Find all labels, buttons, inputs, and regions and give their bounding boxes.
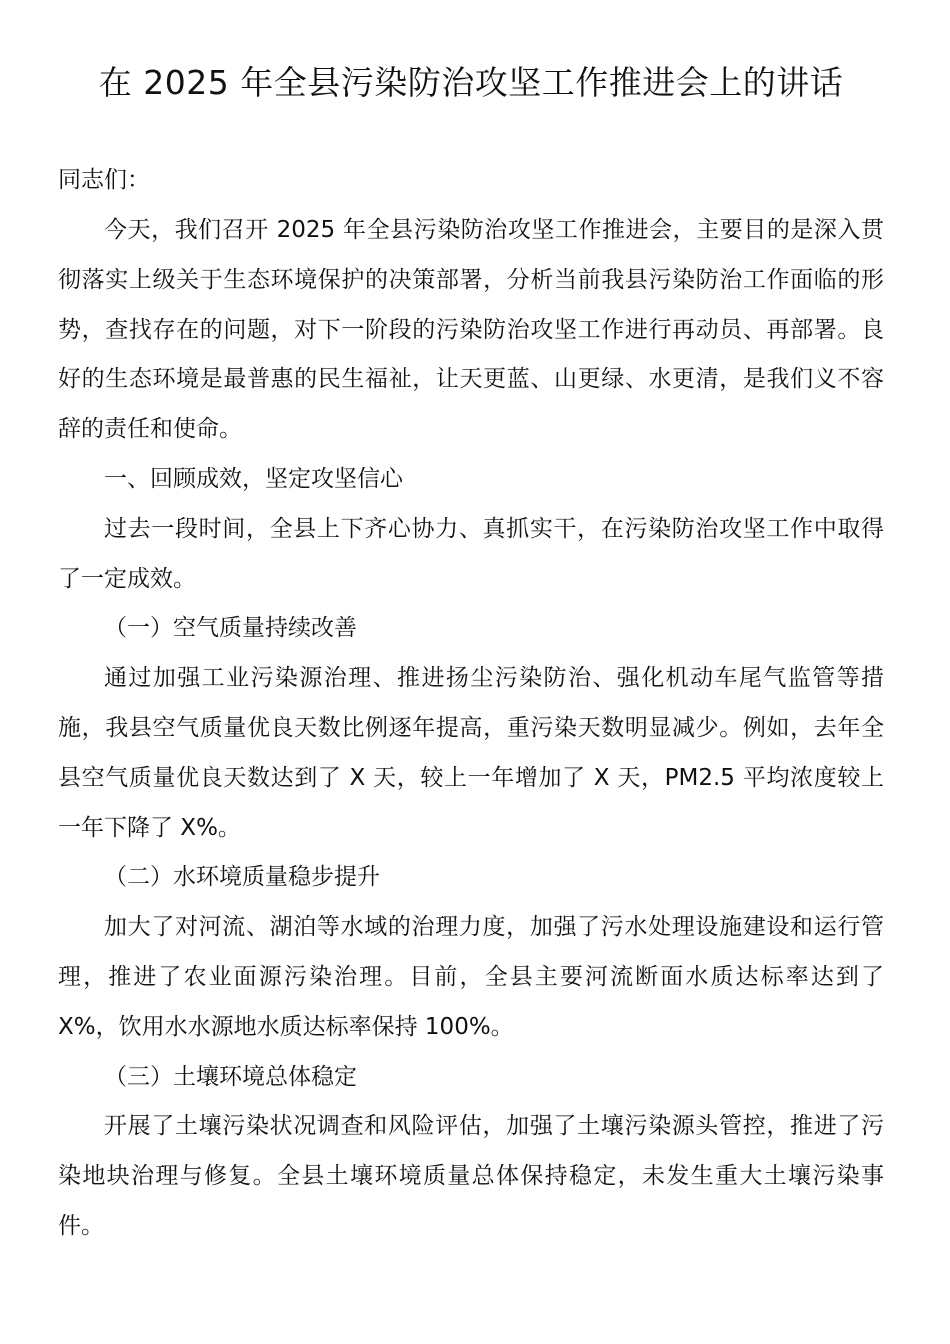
soil-quality-paragraph: 开展了土壤污染状况调查和风险评估，加强了土壤污染源头管控，推进了污染地块治理与修复。全县土壤环境质量总体保持稳定，未发生重大土壤污染事件。: [58, 1113, 884, 1239]
subsection-heading-air: （一）空气质量持续改善: [104, 615, 357, 642]
section-1-paragraph: 过去一段时间，全县上下齐心协力、真抓实干，在污染防治攻坚工作中取得了一定成效。: [58, 515, 884, 592]
section-heading-1: 一、回顾成效，坚定攻坚信心: [104, 465, 403, 492]
intro-paragraph: 今天，我们召开 2025 年全县污染防治攻坚工作推进会，主要目的是深入贯彻落实上级关于生态环境保护的决策部署，分析当前我县污染防治工作面临的形势，查找存在的问题，对下一阶段的污染防治攻坚工作进行再动员、再部署。良好的生态环境是最普惠的民生福祉，让天更蓝、山更绿、水更清，是我们义不容辞的责任和使命。: [58, 216, 884, 443]
document-body: [58, 156, 884, 1252]
subsection-heading-soil: （三）土壤环境总体稳定: [104, 1063, 357, 1090]
document-title: 在 2025 年全县污染防治攻坚工作推进会上的讲话: [98, 63, 844, 102]
salutation: 同志们：: [58, 167, 150, 194]
subsection-heading-water: （二）水环境质量稳步提升: [104, 864, 380, 891]
water-quality-paragraph: 加大了对河流、湖泊等水域的治理力度，加强了污水处理设施建设和运行管理，推进了农业面源污染治理。目前，全县主要河流断面水质达标率达到了 X%，饮用水水源地水质达标率保持 100%。: [58, 914, 884, 1040]
air-quality-paragraph: 通过加强工业污染源治理、推进扬尘污染防治、强化机动车尾气监管等措施，我县空气质量优良天数比例逐年提高，重污染天数明显减少。例如，去年全县空气质量优良天数达到了 X 天，较上一年增加了 X 天，PM2.5 平均浓度较上一年下降了 X%。: [58, 665, 885, 841]
